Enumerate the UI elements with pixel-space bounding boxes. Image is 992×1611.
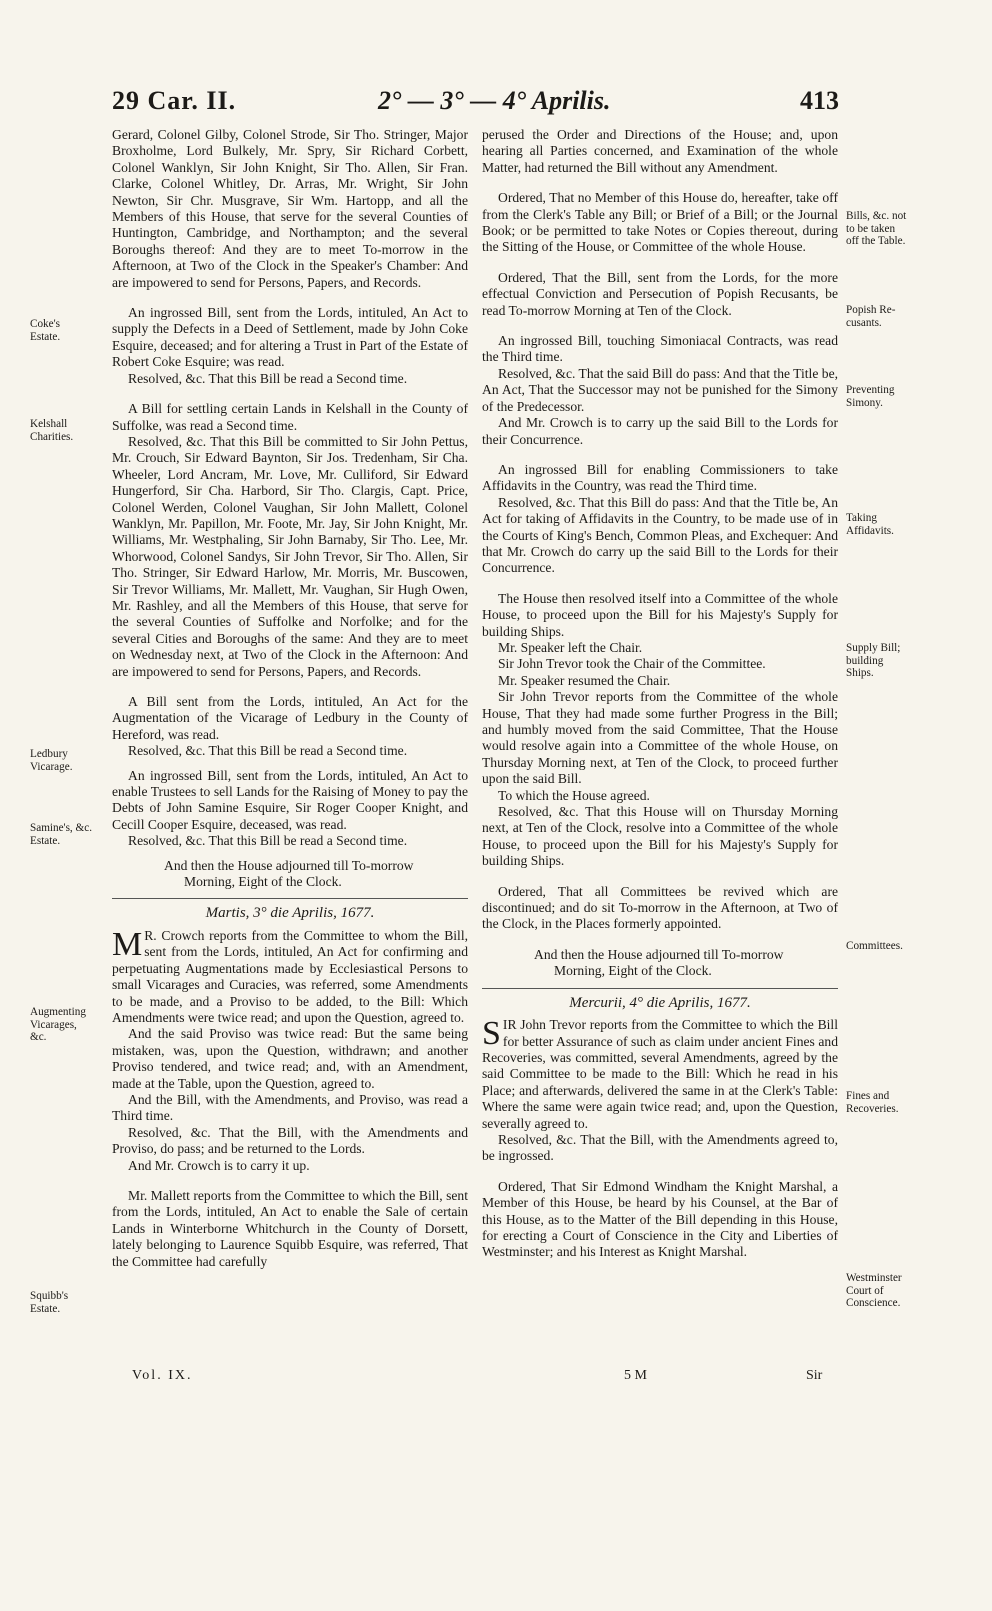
paragraph: Ordered, That the Bill, sent from the Lords, for the more effectual Conviction and Persecution of Popish Recusants, be read To-morrow Morning at Ten of the Clock. — [482, 269, 838, 318]
margin-note-fines: Fines and Recoveries. — [846, 1090, 899, 1115]
paragraph: An ingrossed Bill, sent from the Lords, intituled, An Act to supply the Defects in a Deed of Settlement, made by John Coke Esquire, deceased; and for altering a Trust in Part of the Estate of Robert Coke Esquire; was read. — [112, 305, 468, 370]
paragraph: And the Bill, with the Amendments, and Proviso, was read a Third time. — [112, 1091, 468, 1124]
volume-label: Vol. IX. — [132, 1368, 193, 1383]
paragraph: Sir John Trevor reports from the Committee of the whole House, That they had made some further Progress in the Bill; and humbly moved from the said Committee, That the House would resolve again into a Committee of the whole House, on Thursday Morning next, at Ten of the Clock, to proceed further upon the said Bill. — [482, 689, 838, 787]
drop-cap: S — [482, 1015, 501, 1053]
paragraph: Gerard, Colonel Gilby, Colonel Strode, Sir Tho. Stringer, Major Broxholme, Lord Bulkely, Mr. Spry, Sir Richard Corbett, Colonel Wanklyn, Sir John Knight, Sir Tho. Allen, Sir Fran. Clarke, Colonel Whitley, Dr. Arras, Mr. Wright, Sir John Newton, Sir Chr. Musgrave, Sir Wm. Hartopp, and all the Members of this House, that serve for the several Counties of Huntington, Cambridge, and Northampton; and the several Boroughs thereof: And they are to meet To-morrow in the Afternoon, at Two of the Clock in the Speaker's Chamber: And are impowered to send for Persons, Papers, and Records. — [112, 127, 468, 290]
session-heading: Martis, 3° die Aprilis, 1677. — [205, 905, 375, 922]
margin-note-popish: Popish Re- cusants. — [846, 304, 896, 329]
margin-note-supply: Supply Bill; building Ships. — [846, 642, 901, 679]
paragraph: Resolved, &c. That this Bill be committed to Sir John Pettus, Mr. Crouch, Sir Edward Baynton, Sir Jos. Tredenham, Sir Cha. Wheeler, Lord Ancram, Mr. Love, Mr. Culliford, Sir Edward Hungerford, Sir Cha. Harbord, Sir Tho. Clargis, Capt. Price, Colonel Werden, Colonel Vaughan, Sir John Mallett, Colonel Wanklyn, Mr. Papillon, Mr. Foote, Mr. Jay, Sir John Knight, Mr. Williams, Mr. Westphaling, Sir John Barnaby, Sir Tho. Lee, Mr. Whorwood, Colonel Sandys, Sir John Trevor, Sir Tho. Allen, Sir Tho. Stringer, Sir Edward Harlow, Mr. Morris, Mr. Buscowen, Sir Trevor Williams, Mr. Mallett, Mr. Vaughan, Sir Hugh Owen, Mr. Rashley, and all the Members of this House, that serve for the several Counties of Suffolke and Norfolke; and for the several Cities and Boroughs of the same: And they are to meet on Wednesday next, at Two of the Clock in the Afternoon: And are impowered to send for Persons, Papers, and Records. — [112, 433, 468, 679]
regnal-year: 29 Car. II. — [112, 86, 237, 115]
catchword: Sir — [806, 1368, 823, 1383]
paragraph: Mr. Speaker left the Chair. — [498, 639, 643, 655]
paragraph: Ordered, That all Committees be revived which are discontinued; and do sit To-morrow in the Afternoon, at Two of the Clock, in the Places formerly appointed. — [482, 883, 838, 932]
paragraph: An ingrossed Bill, sent from the Lords, intituled, An Act to enable Trustees to sell Lands for the Raising of Money to pay the Debts of John Samine Esquire, Sir Roger Cooper Knight, and Cecill Cooper Esquire, deceased, was read. — [112, 767, 468, 832]
right-column — [482, 127, 838, 1261]
paragraph: A Bill sent from the Lords, intituled, An Act for the Augmentation of the Vicarage of Ledbury in the County of Hereford, was read. — [112, 694, 468, 742]
paragraph: perused the Order and Directions of the House; and, upon hearing all Parties concerned, and Examination of the whole Matter, had returned the Bill without any Amendment. — [482, 127, 838, 175]
paragraph: A Bill for settling certain Lands in Kelshall in the County of Suffolke, was read a Second time. — [112, 401, 468, 433]
paragraph: Sir John Trevor took the Chair of the Committee. — [498, 656, 766, 672]
margin-note-simony: Preventing Simony. — [846, 384, 895, 409]
page-number: 413 — [800, 86, 839, 115]
paragraph: Resolved, &c. That this Bill be read a Second time. — [128, 370, 408, 386]
margin-note-committees: Committees. — [846, 940, 903, 952]
paragraph: Resolved, &c. That this House will on Thursday Morning next, at Ten of the Clock, resolve into a Committee of the whole House, to proceed upon the Bill for his Majesty's Supply for building Ships. — [482, 804, 838, 869]
paragraph: Mr. Mallett reports from the Committee to which the Bill, sent from the Lords, intituled, An Act to enable the Sale of certain Lands in Winterborne Whitchurch in the County of Dorsett, lately belonging to Laurence Squibb Esquire, was referred, That the Committee had carefully — [112, 1187, 468, 1269]
paragraph: Resolved, &c. That the said Bill do pass: And that the Title be, An Act, That the Successor may not be punished for the Simony of the Predecessor. — [482, 365, 838, 414]
paragraph: And the said Proviso was twice read: But the same being mistaken, was, upon the Question, withdrawn; and another Proviso tendered, and twice read; and, with an Amendment, made at the Table, upon the Question, agreed to. — [112, 1026, 468, 1091]
paragraph: And Mr. Crowch is to carry it up. — [128, 1157, 310, 1173]
paragraph: Resolved, &c. That this Bill be read a Second time. — [128, 833, 408, 849]
margin-note-bills: Bills, &c. not to be taken off the Table. — [846, 210, 907, 247]
paragraph: Mr. Speaker resumed the Chair. — [498, 672, 671, 688]
margin-note-coke: Coke's Estate. — [30, 318, 61, 343]
margin-note-westminster: Westminster Court of Conscience. — [846, 1272, 902, 1309]
adjournment: And then the House adjourned till To-morrow Morning, Eight of the Clock. — [164, 857, 414, 890]
paragraph: An ingrossed Bill, touching Simoniacal Contracts, was read the Third time. — [482, 333, 838, 365]
paragraph: An ingrossed Bill for enabling Commissioners to take Affidavits in the Country, was read the Third time. — [482, 461, 838, 494]
signature-mark: 5 M — [624, 1368, 647, 1383]
paragraph: Ordered, That no Member of this House do, hereafter, take off from the Clerk's Table any Bill; or Brief of a Bill; or the Journal Book; or be permitted to take Notes or Copies thereout, during the Sitting of the House, or Committee of the whole House. — [482, 190, 838, 255]
left-column — [112, 127, 468, 1270]
session-heading: Mercurii, 4° die Aprilis, 1677. — [569, 994, 751, 1011]
margin-note-kelshall: Kelshall Charities. — [30, 418, 74, 443]
page-header — [0, 86, 992, 126]
paragraph: Ordered, That Sir Edmond Windham the Knight Marshal, a Member of this House, be heard by his Counsel, at the Bar of this House, as to the Matter of the Bill depending in this House, for erecting a Court of Conscience in the City and Liberties of Westminster; and his Interest as Knight Marshal. — [482, 1178, 838, 1260]
paragraph: SIR John Trevor reports from the Committee to which the Bill for better Assurance of such as claim under ancient Fines and Recoveries, was committed, several Amendments, agreed by the said Committee to be made to the Bill: Which he read in his Place; and afterwards, delivered the same in at the Clerk's Table: Where the same were again twice read; and, upon the Question, severally agreed to. — [482, 1015, 838, 1131]
paragraph: And Mr. Crowch is to carry up the said Bill to the Lords for their Concurrence. — [482, 415, 838, 447]
paragraph: Resolved, &c. That this Bill do pass: And that the Title be, An Act for taking of Affidavits in the Country, to be made use of in the Courts of King's Bench, Common Pleas, and Exchequer: And that Mr. Crowch do carry up the said Bill to the Lords for their Concurrence. — [482, 494, 838, 576]
paragraph: Resolved, &c. That the Bill, with the Amendments agreed to, be ingrossed. — [482, 1131, 838, 1164]
section-divider — [112, 898, 468, 899]
paragraph: Resolved, &c. That the Bill, with the Amendments and Proviso, do pass; and be returned to the Lords. — [112, 1124, 468, 1157]
session-dates: 2° — 3° — 4° Aprilis. — [378, 86, 611, 115]
margin-note-affidavits: Taking Affidavits. — [846, 512, 894, 537]
paragraph: M R. Crowch reports from the Committee to whom the Bill, sent from the Lords, intituled, An Act for confirming and perpetuating Augmentations made by Ecclesiastical Persons to small Vicarages and Curacies, was referred, some Amendments to be made, and a Proviso to be added, to the Bill: Which Amendments were twice read; and upon the Question, agreed to. — [112, 925, 468, 1025]
margin-note-squibb: Squibb's Estate. — [30, 1290, 69, 1315]
margin-note-augmenting: Augmenting Vicarages, &c. — [30, 1006, 86, 1043]
paragraph: Resolved, &c. That this Bill be read a Second time. — [128, 743, 408, 759]
drop-cap: M — [112, 925, 143, 963]
paragraph: To which the House agreed. — [498, 787, 650, 803]
paragraph: The House then resolved itself into a Committee of the whole House, to proceed upon the Bill for his Majesty's Supply for building Ships. — [482, 590, 838, 639]
margin-note-samine: Samine's, &c. Estate. — [30, 822, 92, 847]
adjournment: And then the House adjourned till To-morrow Morning, Eight of the Clock. — [534, 946, 784, 979]
margin-note-ledbury: Ledbury Vicarage. — [30, 748, 73, 773]
section-divider — [482, 988, 838, 989]
